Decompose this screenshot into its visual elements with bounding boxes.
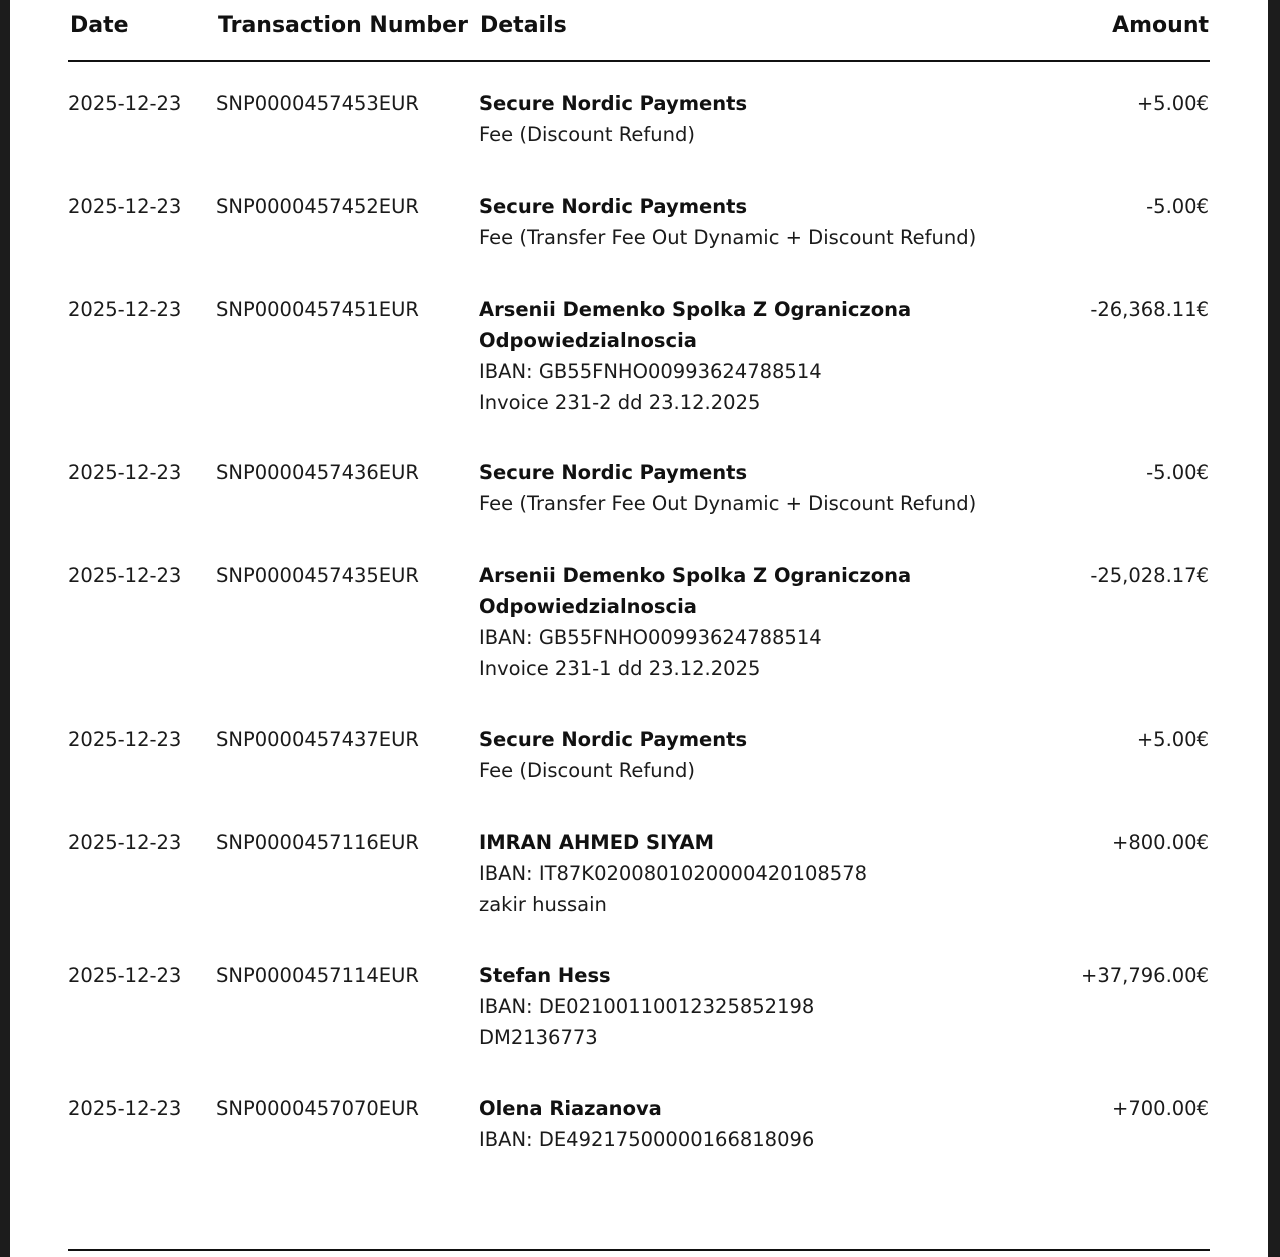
transaction-details (479, 560, 911, 684)
transaction-details (479, 1093, 814, 1155)
header-divider (68, 60, 1210, 62)
detail-line: zakir hussain (479, 893, 607, 916)
transaction-amount: -25,028.17€ (1090, 564, 1209, 587)
transaction-number: SNP0000457435EUR (216, 564, 419, 587)
counterparty-name: Odpowiedzialnoscia (479, 595, 697, 618)
transaction-date: 2025-12-23 (68, 728, 182, 751)
footer-divider (68, 1249, 1210, 1251)
transaction-amount: +37,796.00€ (1081, 964, 1209, 987)
detail-line: Invoice 231-2 dd 23.12.2025 (479, 391, 761, 414)
counterparty-name: Olena Riazanova (479, 1097, 662, 1120)
detail-line: IBAN: IT87K0200801020000420108578 (479, 862, 868, 885)
transaction-amount: +5.00€ (1136, 92, 1209, 115)
transaction-number: SNP0000457452EUR (216, 195, 419, 218)
transaction-date: 2025-12-23 (68, 298, 182, 321)
transaction-number: SNP0000457114EUR (216, 964, 419, 987)
table-header (10, 0, 1268, 62)
detail-line: Fee (Discount Refund) (479, 759, 695, 782)
transaction-amount: -26,368.11€ (1090, 298, 1209, 321)
detail-line: IBAN: GB55FNHO00993624788514 (479, 360, 822, 383)
counterparty-name: Secure Nordic Payments (479, 195, 748, 218)
transaction-amount: +800.00€ (1112, 831, 1209, 854)
transaction-amount: +5.00€ (1136, 728, 1209, 751)
transaction-amount: -5.00€ (1146, 461, 1209, 484)
detail-line: DM2136773 (479, 1026, 598, 1049)
counterparty-name: Secure Nordic Payments (479, 461, 748, 484)
counterparty-name: Stefan Hess (479, 964, 611, 987)
transaction-details (479, 88, 747, 150)
counterparty-name: Secure Nordic Payments (479, 728, 748, 751)
detail-line: Invoice 231-1 dd 23.12.2025 (479, 657, 761, 680)
detail-line: Fee (Transfer Fee Out Dynamic + Discount Refund) (479, 492, 977, 515)
counterparty-name: Arsenii Demenko Spolka Z Ograniczona (479, 298, 912, 321)
counterparty-name: Secure Nordic Payments (479, 92, 748, 115)
detail-line: IBAN: GB55FNHO00993624788514 (479, 626, 822, 649)
transaction-details (479, 827, 867, 920)
detail-line: IBAN: DE49217500000166818096 (479, 1128, 815, 1151)
header-amount: Amount (1112, 13, 1209, 38)
statement-page (10, 0, 1268, 1257)
transaction-amount: +700.00€ (1112, 1097, 1209, 1120)
transaction-date: 2025-12-23 (68, 1097, 182, 1120)
transaction-amount: -5.00€ (1146, 195, 1209, 218)
counterparty-name: Odpowiedzialnoscia (479, 329, 697, 352)
transaction-date: 2025-12-23 (68, 461, 182, 484)
transaction-date: 2025-12-23 (68, 964, 182, 987)
transaction-date: 2025-12-23 (68, 831, 182, 854)
counterparty-name: IMRAN AHMED SIYAM (479, 831, 715, 854)
transaction-number: SNP0000457453EUR (216, 92, 419, 115)
transaction-details (479, 960, 814, 1053)
detail-line: Fee (Discount Refund) (479, 123, 695, 146)
transaction-number: SNP0000457070EUR (216, 1097, 419, 1120)
header-date: Date (70, 13, 129, 38)
detail-line: Fee (Transfer Fee Out Dynamic + Discount Refund) (479, 226, 977, 249)
transaction-details (479, 724, 747, 786)
transaction-date: 2025-12-23 (68, 92, 182, 115)
transaction-details (479, 294, 911, 418)
transaction-number: SNP0000457436EUR (216, 461, 419, 484)
transaction-date: 2025-12-23 (68, 195, 182, 218)
transaction-number: SNP0000457437EUR (216, 728, 419, 751)
header-transaction-number: Transaction Number (218, 13, 468, 38)
transaction-details (479, 457, 976, 519)
transaction-details (479, 191, 976, 253)
transaction-date: 2025-12-23 (68, 564, 182, 587)
transaction-number: SNP0000457451EUR (216, 298, 419, 321)
detail-line: IBAN: DE02100110012325852198 (479, 995, 815, 1018)
counterparty-name: Arsenii Demenko Spolka Z Ograniczona (479, 564, 912, 587)
header-details: Details (480, 13, 567, 38)
transaction-number: SNP0000457116EUR (216, 831, 419, 854)
